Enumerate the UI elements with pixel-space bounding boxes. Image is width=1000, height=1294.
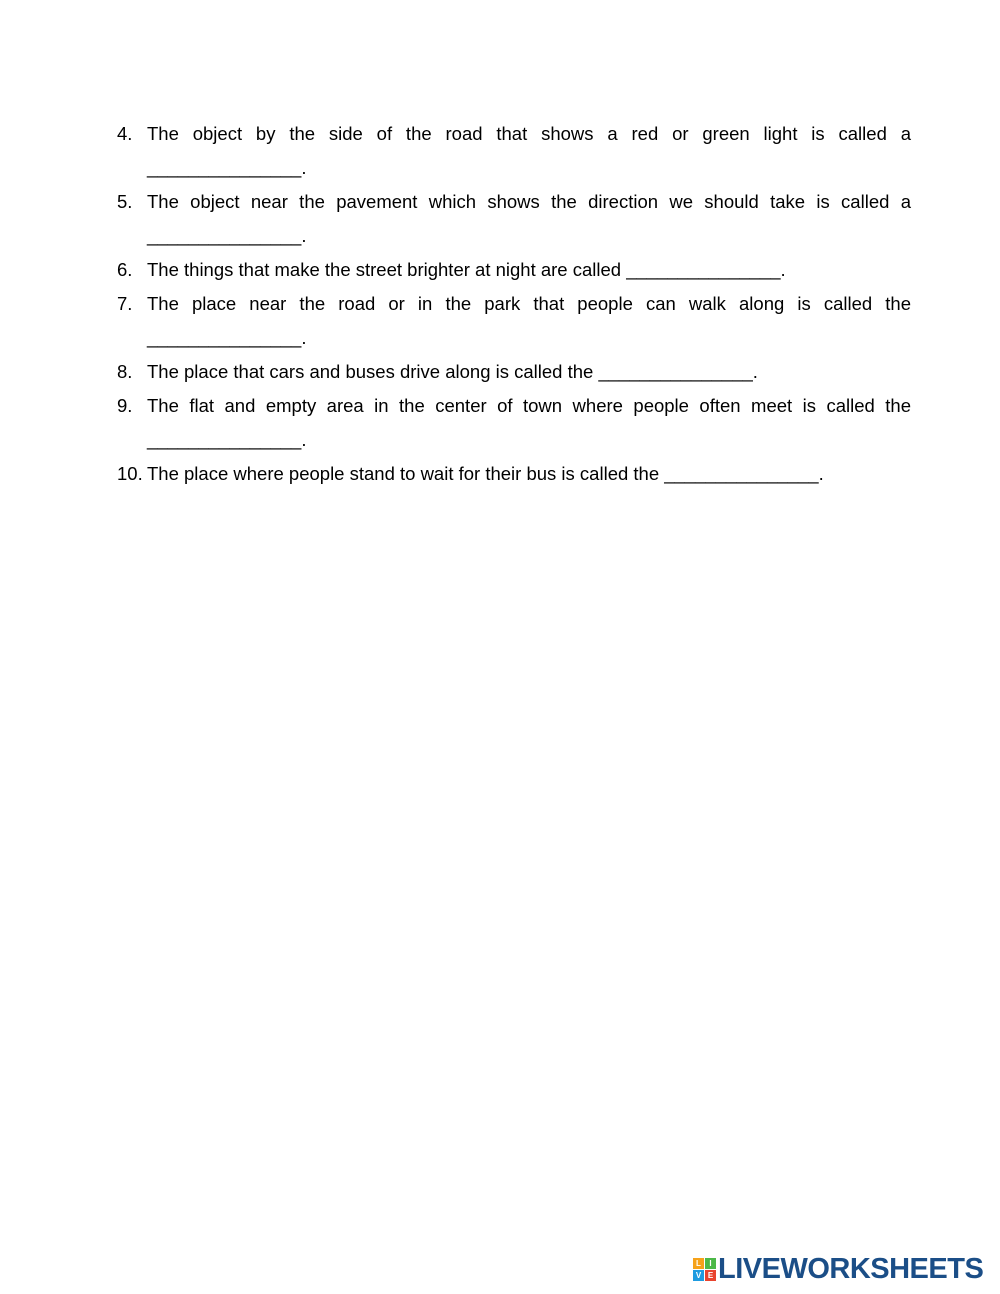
liveworksheets-logo: [693, 1253, 983, 1285]
logo-text: LIVEWORKSHEETS: [718, 1253, 984, 1285]
question-number: 9.: [117, 395, 133, 416]
logo-icon: [693, 1258, 716, 1281]
question-text: The place near the road or in the park that people can walk along is called the _______________.: [147, 293, 917, 348]
question-item: [117, 117, 917, 185]
question-number: 10.: [117, 463, 143, 484]
question-item: [117, 287, 917, 355]
question-list: [117, 117, 917, 491]
question-number: 7.: [117, 293, 133, 314]
question-text: The object by the side of the road that shows a red or green light is called a _______________.: [147, 123, 917, 178]
logo-letter-e: E: [705, 1270, 716, 1281]
question-item: [117, 185, 917, 253]
question-text: The object near the pavement which shows the direction we should take is called a _______________.: [147, 191, 917, 246]
question-text: The flat and empty area in the center of town where people often meet is called the _______________.: [147, 395, 917, 450]
question-number: 6.: [117, 259, 133, 280]
question-text: The place that cars and buses drive along is called the _______________.: [147, 361, 758, 382]
logo-letter-i: I: [705, 1258, 716, 1269]
question-number: 4.: [117, 123, 133, 144]
question-item: [117, 355, 911, 389]
question-item: [117, 253, 911, 287]
logo-letter-l: L: [693, 1258, 704, 1269]
question-number: 5.: [117, 191, 133, 212]
question-text: The things that make the street brighter at night are called _______________.: [147, 259, 786, 280]
question-item: [117, 389, 917, 457]
question-number: 8.: [117, 361, 133, 382]
question-item: [117, 457, 911, 491]
question-text: The place where people stand to wait for their bus is called the _______________.: [147, 463, 824, 484]
logo-letter-v: V: [693, 1270, 704, 1281]
